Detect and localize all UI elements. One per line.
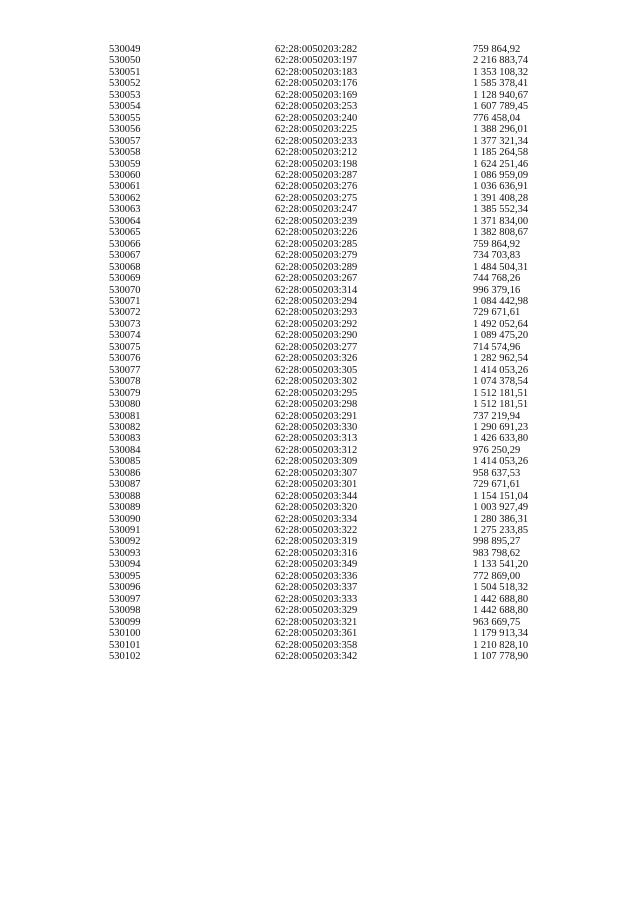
cadastral-number-cell: 62:28:0050203:176	[275, 78, 358, 90]
table-row	[109, 491, 553, 502]
cadastral-value-cell: 1 275 233,85	[473, 525, 529, 537]
table-row	[109, 411, 553, 422]
cadastral-value-cell: 1 442 688,80	[473, 605, 529, 617]
table-row	[109, 399, 553, 410]
cadastral-number-cell: 62:28:0050203:309	[275, 456, 358, 468]
row-number-cell: 530089	[109, 502, 141, 514]
cadastral-value-cell: 1 371 834,00	[473, 215, 529, 227]
cadastral-number-cell: 62:28:0050203:319	[275, 536, 358, 548]
row-number-cell: 530098	[109, 605, 141, 617]
row-number-cell: 530067	[109, 250, 141, 262]
cadastral-value-cell: 1 385 552,34	[473, 204, 529, 216]
cadastral-number-cell: 62:28:0050203:290	[275, 330, 358, 342]
table-row	[109, 90, 553, 101]
table-row	[109, 285, 553, 296]
cadastral-value-cell: 1 512 181,51	[473, 399, 529, 411]
cadastral-value-cell: 734 703,83	[473, 250, 521, 262]
cadastral-value-cell: 776 458,04	[473, 112, 521, 124]
table-row	[109, 365, 553, 376]
table-row	[109, 456, 553, 467]
row-number-cell: 530053	[109, 89, 141, 101]
row-number-cell: 530078	[109, 376, 141, 388]
table-row	[109, 204, 553, 215]
table-row	[109, 181, 553, 192]
cadastral-number-cell: 62:28:0050203:239	[275, 215, 358, 227]
table-row	[109, 605, 553, 616]
cadastral-value-cell: 1 388 296,01	[473, 124, 529, 136]
table-row	[109, 67, 553, 78]
cadastral-number-cell: 62:28:0050203:289	[275, 261, 358, 273]
cadastral-number-cell: 62:28:0050203:301	[275, 479, 358, 491]
table-row	[109, 44, 553, 55]
table-row	[109, 628, 553, 639]
row-number-cell: 530091	[109, 525, 141, 537]
cadastral-value-cell: 2 216 883,74	[473, 55, 529, 67]
table-row	[109, 159, 553, 170]
cadastral-number-cell: 62:28:0050203:233	[275, 135, 358, 147]
cadastral-number-cell: 62:28:0050203:342	[275, 651, 358, 663]
cadastral-value-cell: 1 282 962,54	[473, 353, 529, 365]
cadastral-value-cell: 737 219,94	[473, 410, 521, 422]
table-row	[109, 651, 553, 662]
cadastral-value-cell: 1 624 251,46	[473, 158, 529, 170]
cadastral-number-cell: 62:28:0050203:247	[275, 204, 358, 216]
cadastral-value-cell: 1 154 151,04	[473, 490, 529, 502]
cadastral-value-cell: 1 290 691,23	[473, 421, 529, 433]
cadastral-number-cell: 62:28:0050203:276	[275, 181, 358, 193]
cadastral-number-cell: 62:28:0050203:336	[275, 570, 358, 582]
row-number-cell: 530081	[109, 410, 141, 422]
row-number-cell: 530075	[109, 341, 141, 353]
row-number-cell: 530084	[109, 444, 141, 456]
row-number-cell: 530062	[109, 192, 141, 204]
cadastral-value-cell: 1 585 378,41	[473, 78, 529, 90]
table-row	[109, 376, 553, 387]
cadastral-value-cell: 1 086 959,09	[473, 169, 529, 181]
cadastral-number-cell: 62:28:0050203:282	[275, 44, 358, 55]
cadastral-number-cell: 62:28:0050203:302	[275, 376, 358, 388]
row-number-cell: 530070	[109, 284, 141, 296]
cadastral-value-cell: 1 089 475,20	[473, 330, 529, 342]
cadastral-number-cell: 62:28:0050203:349	[275, 559, 358, 571]
table-body	[109, 44, 553, 662]
cadastral-value-cell: 1 353 108,32	[473, 66, 529, 78]
cadastral-value-cell: 1 280 386,31	[473, 513, 529, 525]
cadastral-value-cell: 996 379,16	[473, 284, 521, 296]
cadastral-number-cell: 62:28:0050203:279	[275, 250, 358, 262]
cadastral-number-cell: 62:28:0050203:321	[275, 616, 358, 628]
table-row	[109, 55, 553, 66]
cadastral-value-cell: 1 484 504,31	[473, 261, 529, 273]
row-number-cell: 530090	[109, 513, 141, 525]
row-number-cell: 530052	[109, 78, 141, 90]
cadastral-value-cell: 1 133 541,20	[473, 559, 529, 571]
table-row	[109, 445, 553, 456]
row-number-cell: 530064	[109, 215, 141, 227]
table-row	[109, 250, 553, 261]
cadastral-value-cell: 759 864,92	[473, 44, 521, 55]
cadastral-value-cell: 983 798,62	[473, 547, 521, 559]
table-row	[109, 479, 553, 490]
row-number-cell: 530080	[109, 399, 141, 411]
cadastral-number-cell: 62:28:0050203:316	[275, 547, 358, 559]
cadastral-number-cell: 62:28:0050203:285	[275, 238, 358, 250]
cadastral-value-cell: 1 382 808,67	[473, 227, 529, 239]
row-number-cell: 530065	[109, 227, 141, 239]
cadastral-number-cell: 62:28:0050203:225	[275, 124, 358, 136]
cadastral-number-cell: 62:28:0050203:240	[275, 112, 358, 124]
row-number-cell: 530074	[109, 330, 141, 342]
cadastral-number-cell: 62:28:0050203:291	[275, 410, 358, 422]
cadastral-number-cell: 62:28:0050203:312	[275, 444, 358, 456]
row-number-cell: 530056	[109, 124, 141, 136]
table-row	[109, 307, 553, 318]
table-row	[109, 640, 553, 651]
cadastral-value-cell: 744 768,26	[473, 273, 521, 285]
cadastral-value-cell: 729 671,61	[473, 479, 521, 491]
table-row	[109, 170, 553, 181]
cadastral-number-cell: 62:28:0050203:253	[275, 101, 358, 113]
cadastral-number-cell: 62:28:0050203:293	[275, 307, 358, 319]
table-row	[109, 227, 553, 238]
row-number-cell: 530076	[109, 353, 141, 365]
cadastral-number-cell: 62:28:0050203:169	[275, 89, 358, 101]
row-number-cell: 530051	[109, 66, 141, 78]
row-number-cell: 530094	[109, 559, 141, 571]
cadastral-value-cell: 963 669,75	[473, 616, 521, 628]
cadastral-value-cell: 958 637,53	[473, 467, 521, 479]
cadastral-number-cell: 62:28:0050203:361	[275, 628, 358, 640]
table-row	[109, 433, 553, 444]
table-row	[109, 101, 553, 112]
table-row	[109, 468, 553, 479]
row-number-cell: 530101	[109, 639, 141, 651]
table-row	[109, 536, 553, 547]
cadastral-value-cell: 772 869,00	[473, 570, 521, 582]
row-number-cell: 530063	[109, 204, 141, 216]
table-row	[109, 594, 553, 605]
cadastral-value-cell: 1 512 181,51	[473, 387, 529, 399]
cadastral-number-cell: 62:28:0050203:305	[275, 364, 358, 376]
cadastral-value-cell: 1 185 264,58	[473, 147, 529, 159]
cadastral-value-cell: 1 607 789,45	[473, 101, 529, 113]
table-row	[109, 525, 553, 536]
cadastral-number-cell: 62:28:0050203:197	[275, 55, 358, 67]
cadastral-number-cell: 62:28:0050203:320	[275, 502, 358, 514]
row-number-cell: 530050	[109, 55, 141, 67]
cadastral-value-cell: 1 179 913,34	[473, 628, 529, 640]
row-number-cell: 530096	[109, 582, 141, 594]
row-number-cell: 530086	[109, 467, 141, 479]
table-row	[109, 296, 553, 307]
row-number-cell: 530093	[109, 547, 141, 559]
cadastral-number-cell: 62:28:0050203:329	[275, 605, 358, 617]
cadastral-value-cell: 1 504 518,32	[473, 582, 529, 594]
row-number-cell: 530060	[109, 169, 141, 181]
cadastral-number-cell: 62:28:0050203:212	[275, 147, 358, 159]
cadastral-number-cell: 62:28:0050203:313	[275, 433, 358, 445]
cadastral-value-cell: 1 377 321,34	[473, 135, 529, 147]
cadastral-number-cell: 62:28:0050203:330	[275, 421, 358, 433]
cadastral-number-cell: 62:28:0050203:337	[275, 582, 358, 594]
cadastral-value-cell: 1 107 778,90	[473, 651, 529, 663]
row-number-cell: 530077	[109, 364, 141, 376]
cadastral-value-cell: 998 895,27	[473, 536, 521, 548]
table-row	[109, 124, 553, 135]
cadastral-number-cell: 62:28:0050203:183	[275, 66, 358, 78]
row-number-cell: 530061	[109, 181, 141, 193]
table-row	[109, 582, 553, 593]
row-number-cell: 530100	[109, 628, 141, 640]
row-number-cell: 530099	[109, 616, 141, 628]
cadastral-value-cell: 1 003 927,49	[473, 502, 529, 514]
row-number-cell: 530066	[109, 238, 141, 250]
table-row	[109, 571, 553, 582]
cadastral-number-cell: 62:28:0050203:314	[275, 284, 358, 296]
cadastral-number-cell: 62:28:0050203:295	[275, 387, 358, 399]
cadastral-value-cell: 1 391 408,28	[473, 192, 529, 204]
cadastral-value-cell: 1 414 053,26	[473, 456, 529, 468]
cadastral-number-cell: 62:28:0050203:294	[275, 295, 358, 307]
row-number-cell: 530083	[109, 433, 141, 445]
row-number-cell: 530097	[109, 593, 141, 605]
table-row	[109, 342, 553, 353]
table-row	[109, 353, 553, 364]
cadastral-value-cell: 1 442 688,80	[473, 593, 529, 605]
table-row	[109, 239, 553, 250]
table-row	[109, 147, 553, 158]
cadastral-number-cell: 62:28:0050203:334	[275, 513, 358, 525]
row-number-cell: 530071	[109, 295, 141, 307]
cadastral-number-cell: 62:28:0050203:326	[275, 353, 358, 365]
table-row	[109, 193, 553, 204]
cadastral-value-cell: 1 414 053,26	[473, 364, 529, 376]
table-row	[109, 113, 553, 124]
row-number-cell: 530059	[109, 158, 141, 170]
cadastral-value-cell: 1 084 442,98	[473, 295, 529, 307]
cadastral-number-cell: 62:28:0050203:287	[275, 169, 358, 181]
row-number-cell: 530068	[109, 261, 141, 273]
cadastral-value-cell: 1 426 633,80	[473, 433, 529, 445]
cadastral-value-cell: 1 210 828,10	[473, 639, 529, 651]
cadastral-value-cell: 1 128 940,67	[473, 89, 529, 101]
cadastral-number-cell: 62:28:0050203:322	[275, 525, 358, 537]
row-number-cell: 530072	[109, 307, 141, 319]
row-number-cell: 530085	[109, 456, 141, 468]
table-row	[109, 78, 553, 89]
row-number-cell: 530102	[109, 651, 141, 663]
table-row	[109, 216, 553, 227]
table-row	[109, 262, 553, 273]
cadastral-value-cell: 759 864,92	[473, 238, 521, 250]
cadastral-number-cell: 62:28:0050203:275	[275, 192, 358, 204]
row-number-cell: 530055	[109, 112, 141, 124]
table-row	[109, 502, 553, 513]
cadastral-number-cell: 62:28:0050203:358	[275, 639, 358, 651]
table-row	[109, 273, 553, 284]
table-row	[109, 319, 553, 330]
cadastral-number-cell: 62:28:0050203:277	[275, 341, 358, 353]
row-number-cell: 530088	[109, 490, 141, 502]
row-number-cell: 530082	[109, 421, 141, 433]
row-number-cell: 530092	[109, 536, 141, 548]
cadastral-value-cell: 976 250,29	[473, 444, 521, 456]
row-number-cell: 530054	[109, 101, 141, 113]
cadastral-value-cell: 729 671,61	[473, 307, 521, 319]
table-row	[109, 330, 553, 341]
row-number-cell: 530049	[109, 44, 141, 55]
cadastral-value-cell: 714 574,96	[473, 341, 521, 353]
table-row	[109, 136, 553, 147]
cadastral-value-table	[109, 44, 553, 662]
cadastral-number-cell: 62:28:0050203:307	[275, 467, 358, 479]
cadastral-value-cell: 1 492 052,64	[473, 318, 529, 330]
row-number-cell: 530079	[109, 387, 141, 399]
row-number-cell: 530073	[109, 318, 141, 330]
cadastral-number-cell: 62:28:0050203:267	[275, 273, 358, 285]
table-row	[109, 548, 553, 559]
cadastral-value-cell: 1 036 636,91	[473, 181, 529, 193]
cadastral-number-cell: 62:28:0050203:198	[275, 158, 358, 170]
row-number-cell: 530057	[109, 135, 141, 147]
table-row	[109, 617, 553, 628]
cadastral-number-cell: 62:28:0050203:226	[275, 227, 358, 239]
table-row	[109, 388, 553, 399]
table-row	[109, 514, 553, 525]
cadastral-number-cell: 62:28:0050203:292	[275, 318, 358, 330]
cadastral-number-cell: 62:28:0050203:298	[275, 399, 358, 411]
table-row	[109, 422, 553, 433]
cadastral-value-cell: 1 074 378,54	[473, 376, 529, 388]
cadastral-number-cell: 62:28:0050203:344	[275, 490, 358, 502]
row-number-cell: 530087	[109, 479, 141, 491]
table-row	[109, 559, 553, 570]
row-number-cell: 530058	[109, 147, 141, 159]
row-number-cell: 530095	[109, 570, 141, 582]
row-number-cell: 530069	[109, 273, 141, 285]
cadastral-number-cell: 62:28:0050203:333	[275, 593, 358, 605]
